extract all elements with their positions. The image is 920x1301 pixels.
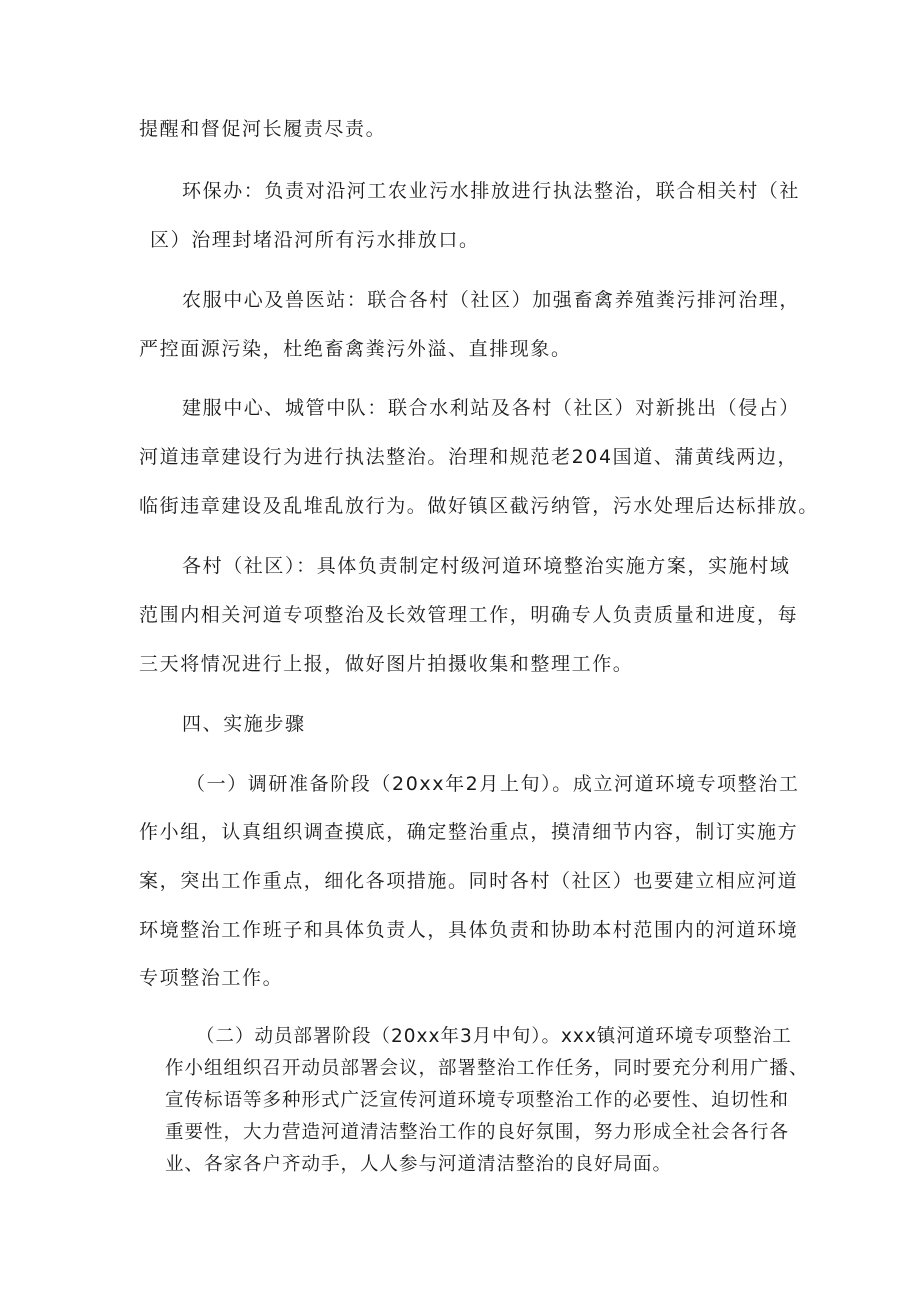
text-line: 重要性，大力营造河道清洁整治工作的良好氛围，努力形成全社会各行各 <box>165 1122 790 1143</box>
text-line: 各村（社区）：具体负责制定村级河道环境整治实施方案，实施村域 <box>182 555 791 577</box>
text-line: 作小组组织召开动员部署会议，部署整治工作任务，同时要充分利用广播、 <box>165 1058 809 1079</box>
text-line: 建服中心、城管中队：联合水利站及各村（社区）对新挑出（侵占） <box>182 397 801 419</box>
text-line: 三天将情况进行上报，做好图片拍摄收集和整理工作。 <box>139 653 634 675</box>
text-line: 环境整治工作班子和具体负责人，具体负责和协助本村范围内的河道环境 <box>139 919 799 941</box>
text-line: 严控面源污染，杜绝畜禽粪污外溢、直排现象。 <box>139 338 572 360</box>
text-line: 河道违章建设行为进行执法整治。治理和规范老204国道、蒲黄线两边， <box>139 446 799 468</box>
text-line: 范围内相关河道专项整治及长效管理工作，明确专人负责质量和进度，每 <box>139 604 799 626</box>
text-line: 案，突出工作重点，细化各项措施。同时各村（社区）也要建立相应河道 <box>139 870 799 892</box>
text-line: 业、各家各户齐动手，人人参与河道清洁整治的良好局面。 <box>165 1154 673 1175</box>
text-line: （二）动员部署阶段（20xx年3月中旬）。xxx镇河道环境专项整治工 <box>196 1026 792 1047</box>
text-line: 区）治理封堵沿河所有污水排放口。 <box>150 229 480 251</box>
text-line: 环保办：负责对沿河工农业污水排放进行执法整治，联合相关村（社 <box>182 180 801 202</box>
text-line: 专项整治工作。 <box>139 967 284 989</box>
text-line: 宣传标语等多种形式广泛宣传河道环境专项整治工作的必要性、迫切性和 <box>165 1090 790 1111</box>
section-heading: 四、实施步骤 <box>182 713 306 735</box>
text-line: （一）调研准备阶段（20xx年2月上旬）。成立河道环境专项整治工 <box>186 773 800 795</box>
text-line: 作小组，认真组织调查摸底，确定整治重点，摸清细节内容，制订实施方 <box>139 821 799 843</box>
text-line: 农服中心及兽医站：联合各村（社区）加强畜禽养殖粪污排河治理， <box>182 289 801 311</box>
text-line: 临街违章建设及乱堆乱放行为。做好镇区截污纳管，污水处理后达标排放。 <box>139 495 819 517</box>
text-line: 提醒和督促河长履责尽责。 <box>139 118 387 140</box>
